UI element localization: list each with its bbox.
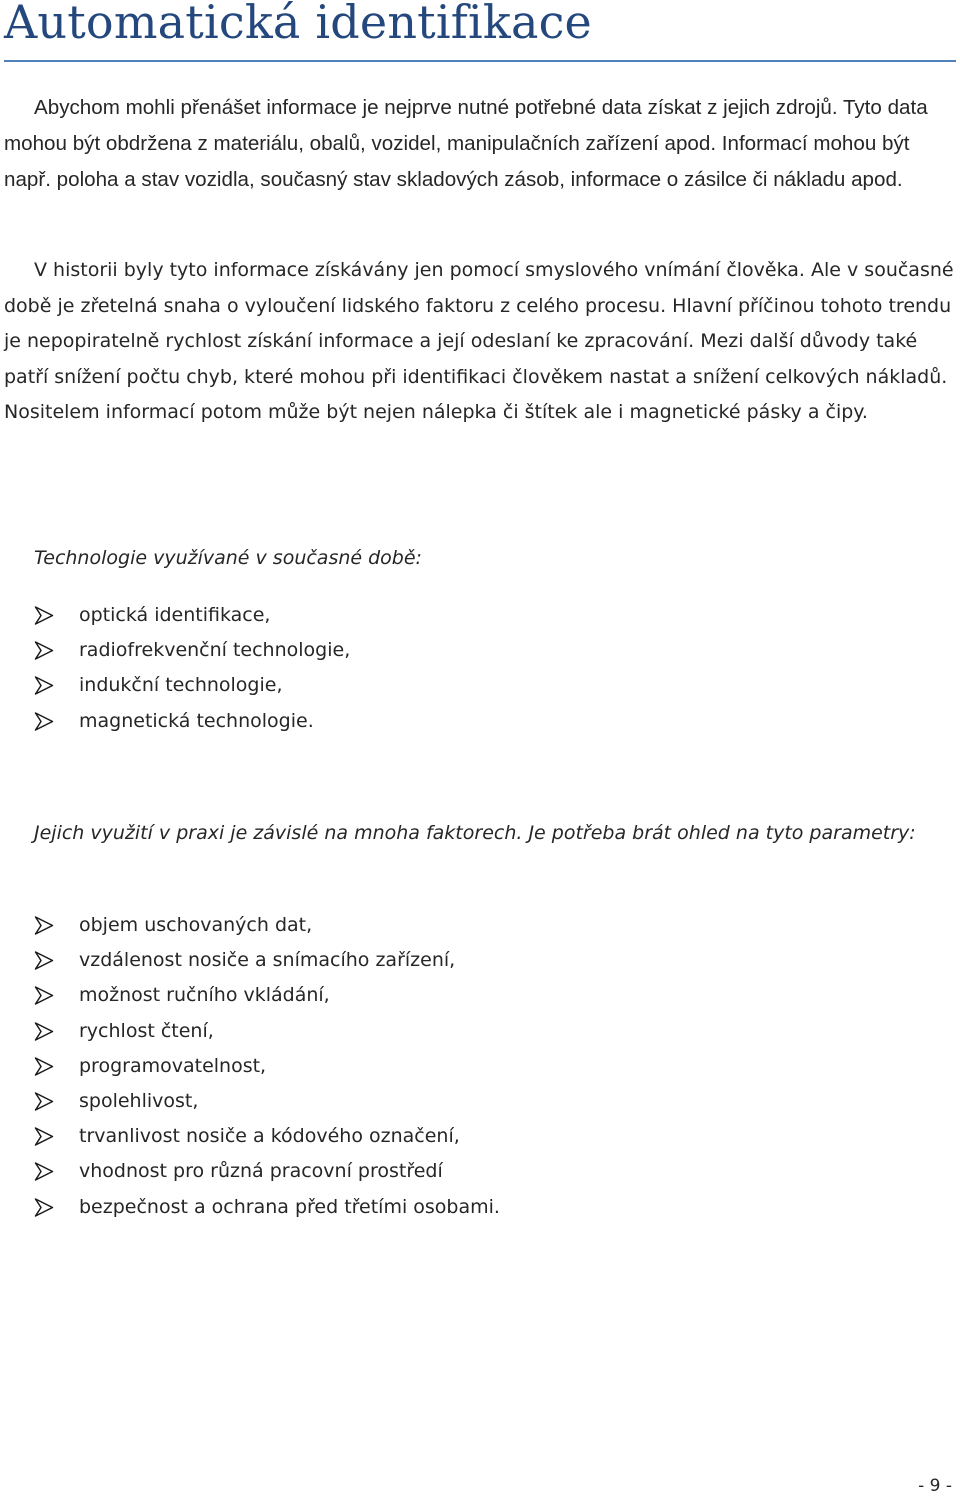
arrowhead-bullet-icon <box>34 1119 54 1154</box>
list-item-text: magnetická technologie. <box>79 709 314 732</box>
technologies-heading: Technologie využívané v současné době: <box>34 547 422 569</box>
list-item-text: objem uschovaných dat, <box>79 914 313 936</box>
arrowhead-bullet-icon <box>34 908 54 943</box>
list-item-text: optická identifikace, <box>79 604 271 626</box>
list-item-text: spolehlivost, <box>79 1089 199 1112</box>
arrowhead-bullet-icon <box>34 633 54 668</box>
intro-paragraph: Abychom mohli přenášet informace je nejprve nutné potřebné data získat z jejich zdrojů. Tyto data mohou být obdržena z materiálu, obalů, vozidel, manipulačních zařízení apod. Informací mohou být např. poloha a stav vozidla, současný stav skladových zásob, informace o zásilce či nákladu apod. <box>4 96 928 191</box>
arrowhead-bullet-icon <box>34 1154 54 1189</box>
arrowhead-bullet-icon <box>34 1190 54 1225</box>
arrowhead-bullet-icon <box>34 1084 54 1119</box>
list-item-text: vhodnost pro různá pracovní prostředí <box>79 1160 443 1183</box>
history-paragraph: V historii byly tyto informace získávány jen pomocí smyslového vnímání člověka. Ale v současné době je zřetelná snaha o vyloučení lidského faktoru z celého procesu. Hlavní příčinou tohoto trendu je nepopiratelně rychlost získání informace a její odeslaní ke zpracování. Mezi další důvody také patří snížení počtu chyb, které mohou při identifikaci člověkem nastat a snížení celkových nákladů. Nositelem informací potom může být nejen nálepka či štítek ale i magnetické pásky a čipy. <box>4 259 954 423</box>
arrowhead-bullet-icon <box>34 1014 54 1049</box>
list-item-text: indukční technologie, <box>79 674 283 697</box>
page-title: Automatická identifikace <box>4 0 592 49</box>
list-item-text: trvanlivost nosiče a kódového označení, <box>79 1125 460 1148</box>
list-item-text: možnost ručního vkládání, <box>79 984 330 1007</box>
arrowhead-bullet-icon <box>34 704 54 739</box>
arrowhead-bullet-icon <box>34 943 54 978</box>
arrowhead-bullet-icon <box>34 1049 54 1084</box>
list-item-text: radiofrekvenční technologie, <box>79 639 351 662</box>
arrowhead-bullet-icon <box>34 668 54 703</box>
list-item-text: rychlost čtení, <box>79 1019 214 1042</box>
arrowhead-bullet-icon <box>34 978 54 1013</box>
parameters-heading: Jejich využití v praxi je závislé na mnoha faktorech. Je potřeba brát ohled na tyto parametry: <box>34 822 916 844</box>
arrowhead-bullet-icon <box>34 598 54 633</box>
list-item-text: vzdálenost nosiče a snímacího zařízení, <box>79 949 456 972</box>
list-item-text: programovatelnost, <box>79 1054 267 1077</box>
title-rule <box>4 60 956 62</box>
list-item-text: bezpečnost a ochrana před třetími osobami. <box>79 1195 500 1218</box>
page-number: - 9 - <box>918 1476 952 1496</box>
